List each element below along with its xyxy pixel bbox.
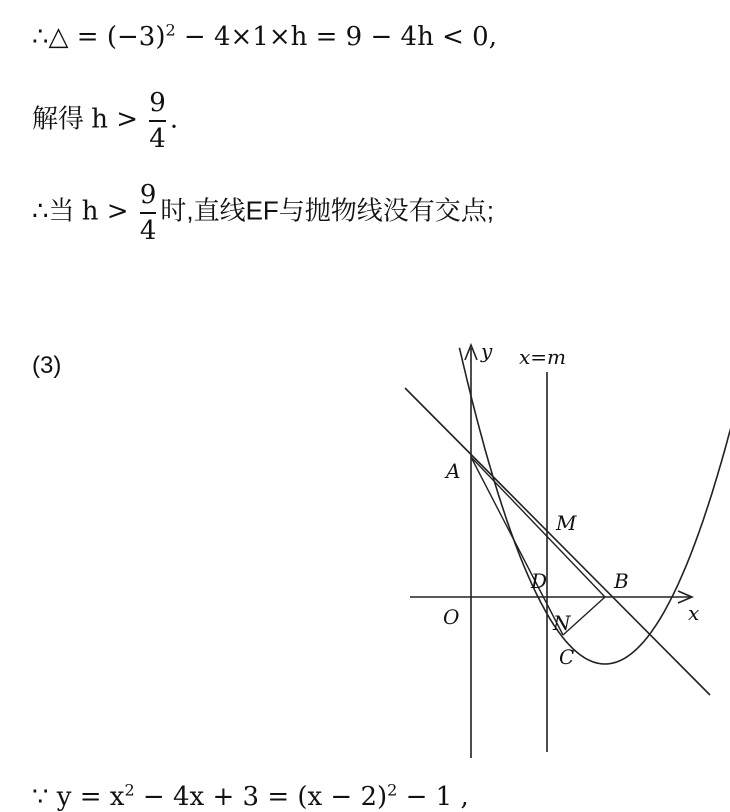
y-axis-label: y bbox=[481, 339, 493, 363]
point-b-label: B bbox=[614, 569, 629, 593]
inequality: h > bbox=[81, 196, 129, 227]
vertex-form-end: − 1 , bbox=[397, 782, 469, 812]
point-d-label: D bbox=[531, 569, 548, 593]
point-c-label: C bbox=[559, 645, 575, 669]
origin-label: O bbox=[443, 605, 460, 629]
point-n-label: N bbox=[553, 611, 571, 635]
fraction-denominator: 4 bbox=[139, 215, 157, 246]
conclusion-suffix: 时,直线EF与抛物线没有交点; bbox=[160, 195, 495, 226]
exponent: 2 bbox=[165, 20, 176, 40]
point-m-label: M bbox=[556, 511, 577, 535]
fraction-denominator: 4 bbox=[149, 123, 166, 154]
line-x-m-label: x=m bbox=[519, 345, 567, 369]
chord-ac bbox=[471, 457, 563, 635]
vertex-form-start: ∵ y = x bbox=[32, 782, 125, 812]
x-axis-label: x bbox=[688, 601, 700, 625]
vertex-form-line bbox=[32, 782, 469, 812]
line-ab bbox=[405, 388, 710, 695]
fraction-numerator: 9 bbox=[149, 88, 166, 118]
exponent: 2 bbox=[124, 780, 135, 800]
punctuation: , bbox=[488, 22, 497, 52]
fraction-numerator: 9 bbox=[139, 180, 157, 210]
inequality: h > bbox=[91, 104, 139, 135]
part-label: (3) bbox=[32, 352, 62, 379]
punctuation: . bbox=[169, 104, 179, 135]
solve-prefix: 解得 bbox=[32, 103, 85, 134]
exponent: 2 bbox=[387, 780, 398, 800]
discriminant-rhs: − 4×1×h = 9 − 4h < 0 bbox=[175, 22, 489, 52]
point-a-label: A bbox=[446, 459, 461, 483]
discriminant-lhs: ∴△ = (−3) bbox=[32, 22, 166, 52]
vertex-form-mid: − 4x + 3 = (x − 2) bbox=[134, 782, 388, 812]
conclusion-prefix: ∴当 bbox=[32, 195, 75, 226]
